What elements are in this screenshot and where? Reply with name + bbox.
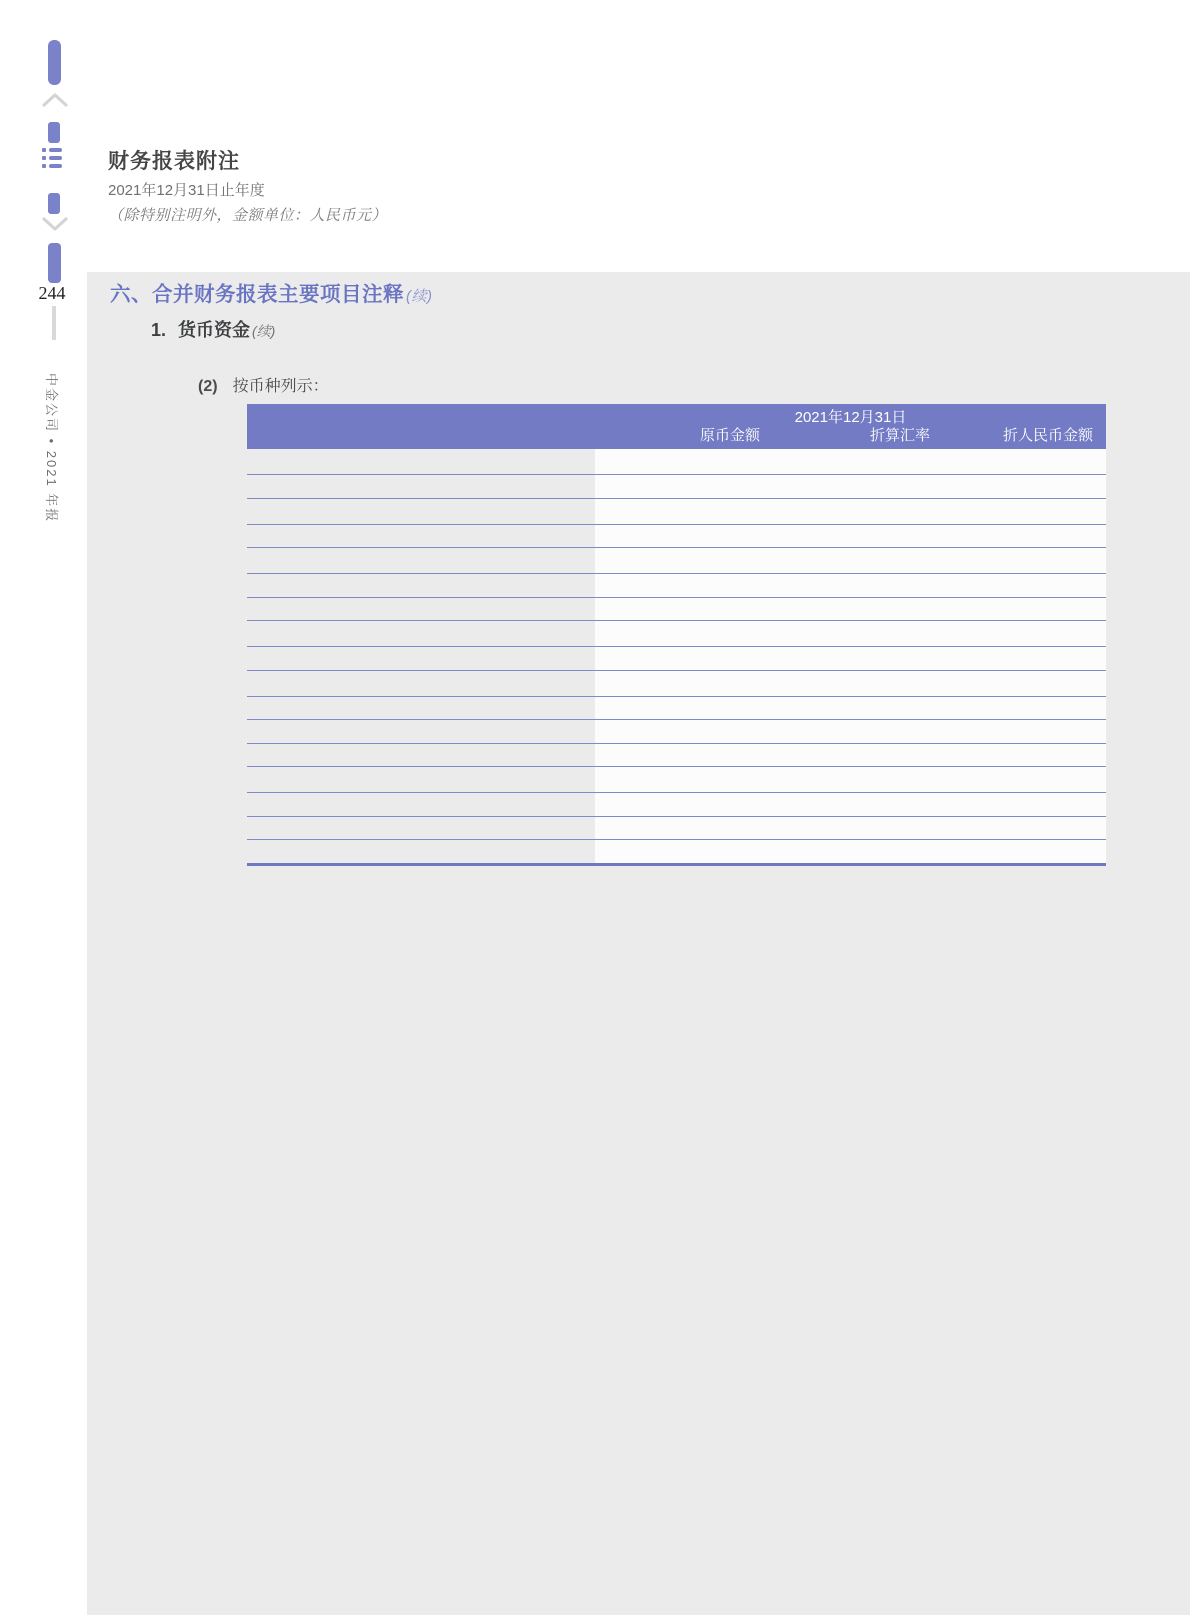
table-block-group [247,499,1106,525]
table-block-total [247,840,1106,866]
spine-text: 中金公司 • 2021 年报 [44,373,59,524]
table-block-subtotal [247,720,1106,744]
table-block-adjust [247,817,1106,841]
list-icon[interactable] [42,148,62,170]
table-block-subtotal [247,744,1106,768]
table-header [247,404,1106,449]
item-heading: (2) 按币种列示： [198,378,329,395]
table-block-subtotal [247,525,1106,549]
document-unit-note: （除特别注明外，金额单位：人民币元） [108,207,388,224]
table-block-group [247,671,1106,697]
subsection-heading: 1. 货币资金 (续) [151,320,276,340]
item-number: (2) [198,378,218,395]
table-block-group [247,449,1106,475]
currency-table [247,404,1106,866]
rail-accent-bar [48,122,60,143]
table-block-subtotal [247,697,1106,721]
col-header-empty [247,424,595,445]
table-block-group [247,621,1106,647]
section-heading: 六、合并财务报表主要项目注释 (续) [110,283,433,306]
page-number: 244 [38,283,66,303]
table-body [247,449,1106,866]
col-header-exchange-rate: 折算汇率 [869,427,930,444]
subsection-heading-suffix: (续) [252,323,276,339]
table-block-subtotal [247,574,1106,598]
chevron-up-icon[interactable] [42,92,68,107]
table-block-group [247,548,1106,574]
col-header-original-amount: 原币金额 [699,427,760,444]
table-block-subtotal [247,598,1106,622]
subsection-number: 1. [151,320,167,340]
table-block-subtotal [247,475,1106,499]
rail-accent-bar [48,243,61,283]
page-number-tick [52,306,56,340]
table-block-group [247,767,1106,793]
col-header-cny-amount: 折人民币金额 [1002,427,1093,444]
table-column-headers [247,424,1106,445]
document-title: 财务报表附注 [108,150,240,173]
table-date-header: 2021年12月31日 [794,409,907,426]
document-period: 2021年12月31日止年度 [108,182,265,199]
rail-accent-bar [48,193,60,214]
section-heading-suffix: (续) [406,288,433,305]
table-block-subtotal [247,793,1106,817]
rail-accent-bar [48,40,61,85]
chevron-down-icon[interactable] [42,217,68,232]
table-block-subtotal [247,647,1106,671]
